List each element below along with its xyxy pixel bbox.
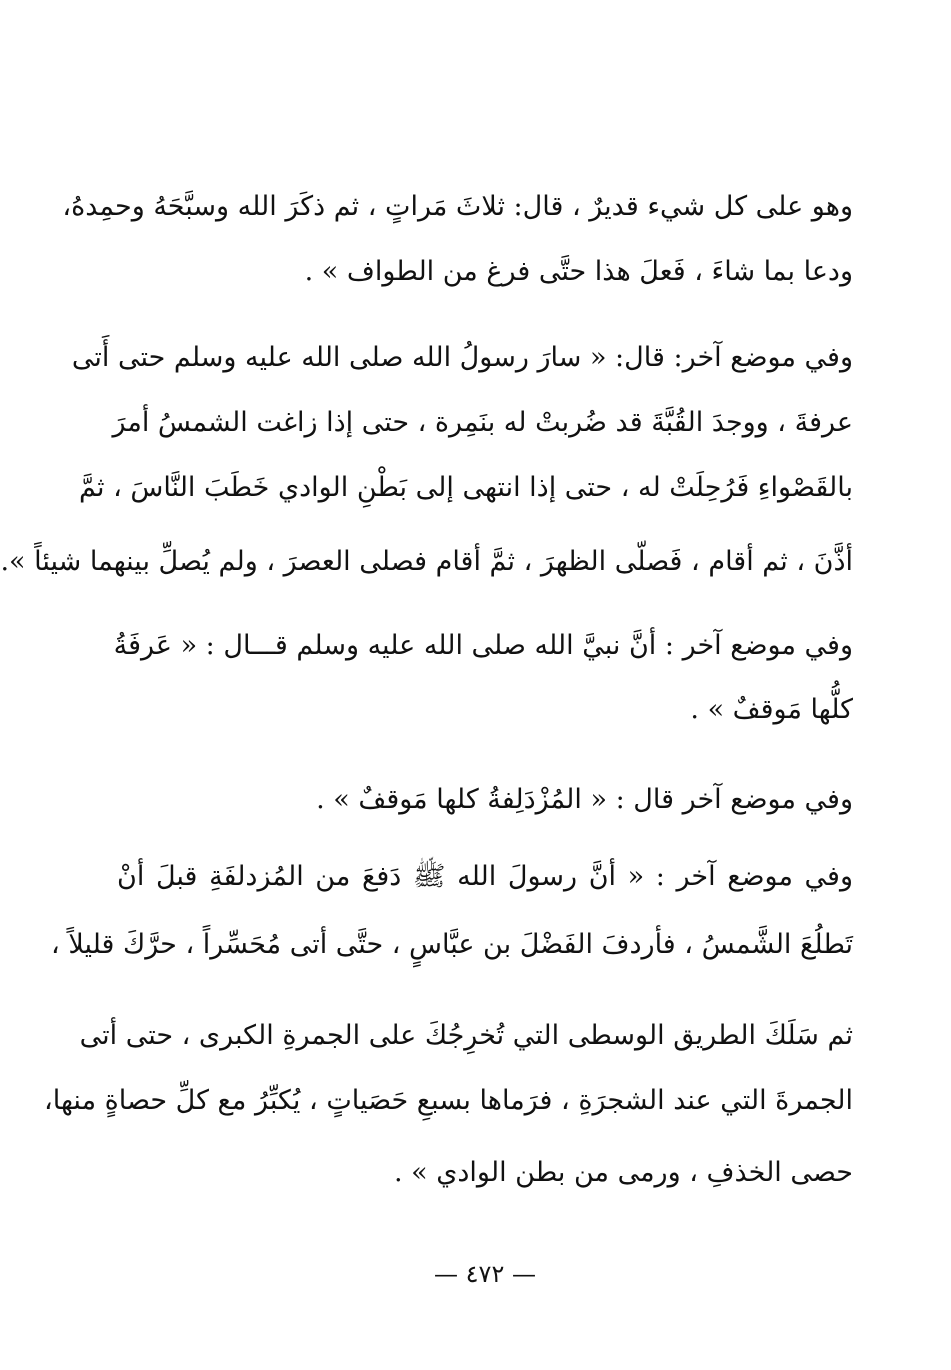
text-line: عرفةَ ، ووجدَ القُبَّةَ قد ضُربتْ له بنَمِرة ، حتى إذا زاغت الشمسُ أمرَ xyxy=(112,407,853,438)
text-line: تَطلُعَ الشَّمسُ ، فأردفَ الفَضْلَ بن عبَّاسٍ ، حتَّى أتى مُحَسِّراً ، حرَّكَ قليلاً ، xyxy=(51,929,853,960)
text-line: وهو على كل شيء قديرٌ ، قال: ثلاثَ مَراتٍ ، ثم ذكَرَ الله وسبَّحَهُ وحمِدهُ، xyxy=(62,191,853,222)
text-line: وفي موضع آخر : « أنَّ رسولَ الله ﷺ دَفعَ من المُزدلفَةِ قبلَ أنْ xyxy=(117,861,853,892)
text-line: ثم سَلَكَ الطريق الوسطى التي تُخرِجُكَ على الجمرةِ الكبرى ، حتى أتى xyxy=(79,1020,853,1051)
text-line: كلُّها مَوقفٌ » . xyxy=(690,694,853,725)
text-line: وفي موضع آخر: قال: « سارَ رسولُ الله صلى الله عليه وسلم حتى أَتى xyxy=(71,342,853,373)
text-line: أذَّنَ ، ثم أقام ، فَصلّى الظهرَ ، ثمَّ أقام فصلى العصرَ ، ولم يُصلِّ بينهما شيئاً ». xyxy=(0,546,853,577)
text-line: وفي موضع آخر : أنَّ نبيَّ الله صلى الله عليه وسلم قـــال : « عَرفَةُ xyxy=(113,630,853,661)
text-line: الجمرةَ التي عند الشجرَةِ ، فرَماها بسبعِ حَصَياتٍ ، يُكبِّرُ مع كلِّ حصاةٍ منها، xyxy=(44,1085,853,1116)
text-line: ودعا بما شاءَ ، فَعلَ هذا حتَّى فرغ من الطواف » . xyxy=(304,256,853,287)
page-number: — ٤٧٢ — xyxy=(434,1260,536,1288)
text-line: بالقَصْواءِ فَرُحِلَتْ له ، حتى إذا انتهى إلى بَطْنِ الوادي خَطَبَ النَّاسَ ، ثمَّ xyxy=(79,472,853,503)
text-line: وفي موضع آخر قال : « المُزْدَلِفةُ كلها مَوقفٌ » . xyxy=(316,784,853,815)
text-line: حصى الخذفِ ، ورمى من بطن الوادي » . xyxy=(393,1157,853,1188)
